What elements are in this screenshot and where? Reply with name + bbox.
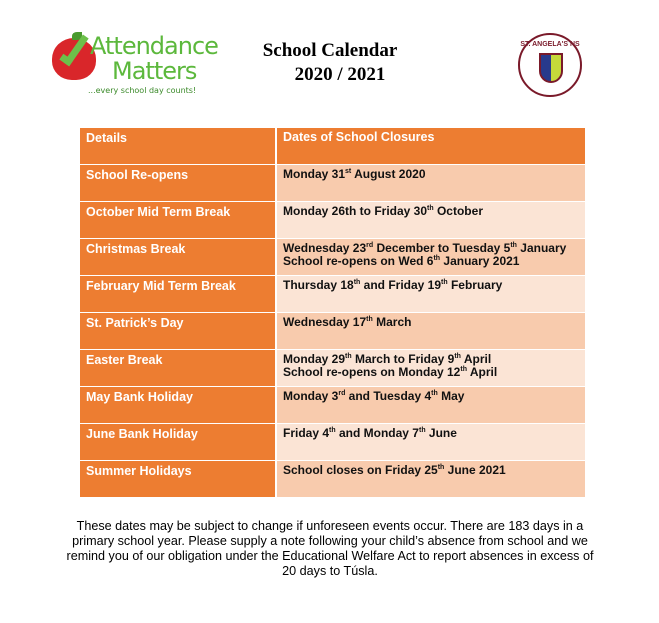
table-row [80,165,585,202]
closures-table [80,128,585,498]
date-text: School re-opens on Wed 6 [283,254,434,268]
table-row [80,276,585,313]
date-line [283,390,585,403]
ordinal-suffix: th [433,255,441,262]
date-text: January 2021 [440,254,520,268]
detail-cell: Christmas Break [80,239,277,275]
date-line [283,427,585,440]
date-text: Monday 31 [283,167,346,181]
shield-icon [539,53,563,83]
ordinal-suffix: th [329,427,336,434]
date-text: August 2020 [351,167,426,181]
logo-tagline: ...every school day counts! [88,86,197,95]
dates-cell [277,165,585,201]
date-text: Wednesday 23 [283,241,367,255]
table-row [80,424,585,461]
date-line [283,168,585,181]
header-details: Details [80,128,277,164]
ordinal-suffix: rd [338,390,346,397]
detail-cell: School Re-opens [80,165,277,201]
crest-text: ST. ANGELA'S NS [520,41,580,48]
page-title: School Calendar [262,40,398,61]
table-row [80,350,585,387]
date-line [283,205,585,218]
detail-cell: Easter Break [80,350,277,386]
detail-cell: October Mid Term Break [80,202,277,238]
ordinal-suffix: th [460,366,467,373]
logo-text-matters: Matters [112,57,197,85]
dates-cell [277,239,585,275]
date-text: April [460,352,492,366]
date-text: and Friday 19 [360,278,442,292]
date-line [283,366,585,379]
page-subtitle-year: 2020 / 2021 [294,64,386,85]
ordinal-suffix: th [418,427,426,434]
dates-cell [277,276,585,312]
detail-cell: Summer Holidays [80,461,277,497]
ordinal-suffix: th [345,353,352,360]
date-text: and Monday 7 [335,426,419,440]
school-crest-logo [518,33,582,97]
dates-cell [277,387,585,423]
date-text: June 2021 [444,463,506,477]
dates-cell [277,202,585,238]
attendance-matters-logo [50,28,218,98]
date-text: Thursday 18 [283,278,354,292]
ordinal-suffix: rd [366,242,374,249]
logo-text-attendance: Attendance [90,32,218,60]
date-text: December to Tuesday 5 [373,241,511,255]
detail-cell: February Mid Term Break [80,276,277,312]
detail-cell: May Bank Holiday [80,387,277,423]
ordinal-suffix: th [437,464,445,471]
date-line [283,316,585,329]
date-text: February [447,278,503,292]
date-text: March [372,315,412,329]
date-text: School re-opens on Monday 12 [283,365,461,379]
ordinal-suffix: th [441,279,448,286]
ordinal-suffix: st [345,168,352,175]
date-text: Monday 3 [283,389,339,403]
detail-cell: June Bank Holiday [80,424,277,460]
dates-cell [277,461,585,497]
dates-cell [277,313,585,349]
date-text: Monday 26th to Friday 30 [283,204,428,218]
date-text: April [466,365,498,379]
ordinal-suffix: th [427,205,434,212]
table-row [80,239,585,276]
date-text: January [516,241,567,255]
footer-note: These dates may be subject to change if unforeseen events occur. There are 183 days in a primary school year. Please supply a note following your child’s absence from school and we remind you of our obligation under the Educational Welfare Act to report absences in excess of 20 days to Túsla. [66,519,594,578]
table-header-row [80,128,585,165]
date-line [283,255,585,268]
table-row [80,461,585,498]
ordinal-suffix: th [510,242,517,249]
table-row [80,313,585,350]
dates-cell [277,424,585,460]
ordinal-suffix: th [353,279,361,286]
detail-cell: St. Patrick’s Day [80,313,277,349]
date-line [283,279,585,292]
date-text: and Tuesday 4 [345,389,432,403]
ordinal-suffix: th [431,390,438,397]
table-row [80,387,585,424]
header-dates: Dates of School Closures [277,128,585,164]
date-text: Wednesday 17 [283,315,367,329]
dates-cell [277,350,585,386]
date-text: March to Friday 9 [351,352,455,366]
ordinal-suffix: th [454,353,461,360]
date-text: School closes on Friday 25 [283,463,438,477]
date-line [283,464,585,477]
date-text: October [433,204,483,218]
date-text: June [425,426,457,440]
ordinal-suffix: th [366,316,373,323]
date-text: Monday 29 [283,352,346,366]
date-text: May [437,389,465,403]
date-text: Friday 4 [283,426,330,440]
table-row [80,202,585,239]
